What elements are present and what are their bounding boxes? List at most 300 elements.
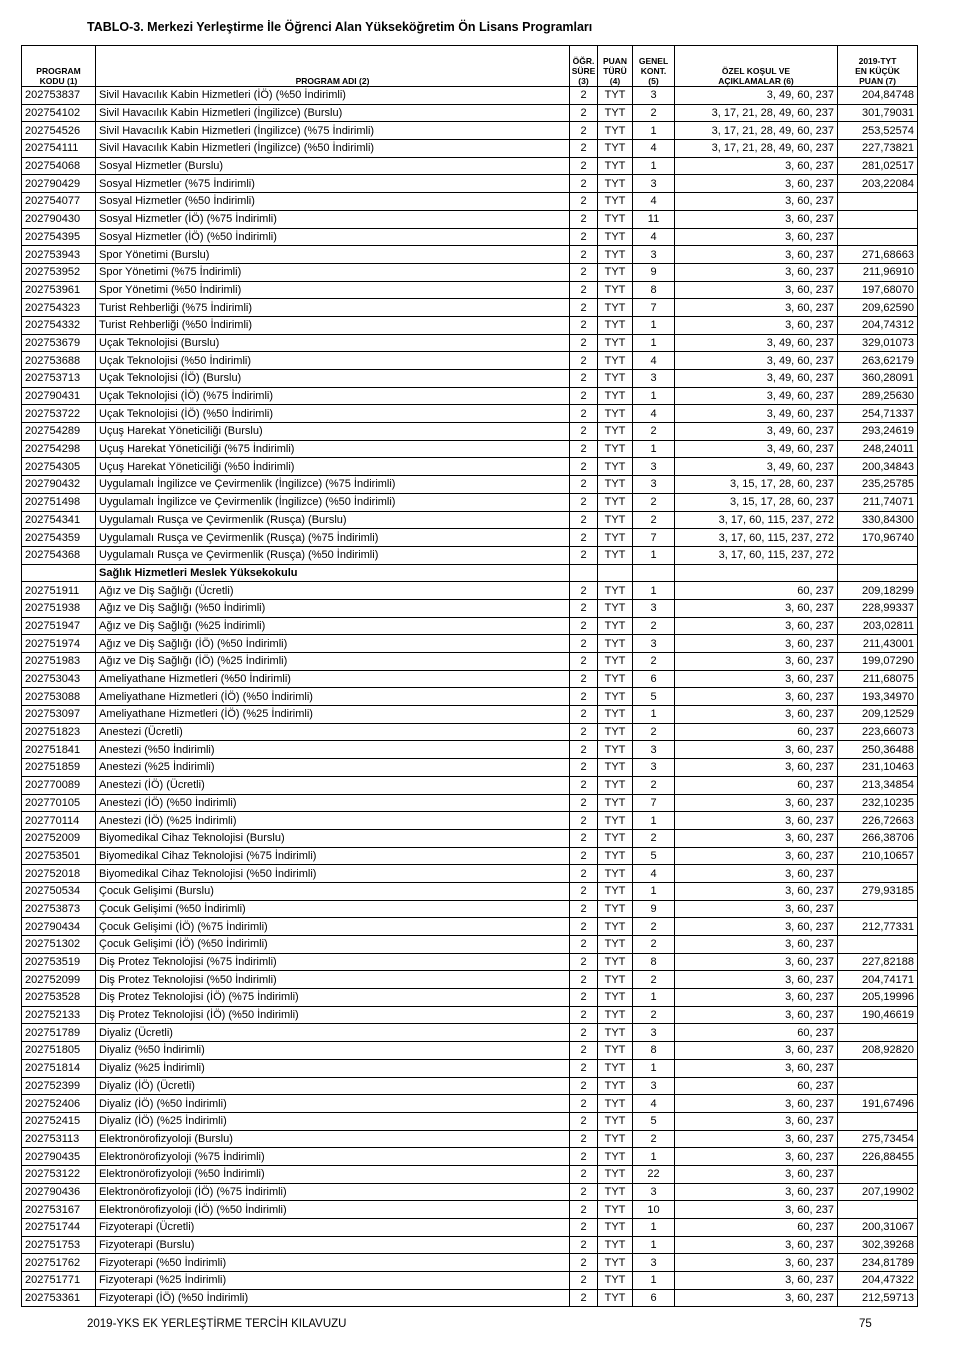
section-header-row: [22, 564, 918, 582]
special-conditions-cell: 3, 17, 60, 115, 237, 272: [675, 511, 838, 529]
special-conditions-cell: 3, 17, 21, 28, 49, 60, 237: [675, 122, 838, 140]
min-score-cell: 293,24619: [838, 423, 918, 441]
special-conditions-cell: 3, 60, 237: [675, 741, 838, 759]
min-score-cell: 212,77331: [838, 918, 918, 936]
footer-title: 2019-YKS EK YERLEŞTİRME TERCİH KILAVUZU: [87, 1318, 347, 1330]
min-score-cell: [838, 210, 918, 228]
program-name-cell: Sosyal Hizmetler (%75 İndirimli): [96, 175, 570, 193]
score-type-cell: TYT: [598, 1024, 633, 1042]
special-conditions-cell: 3, 60, 237: [675, 759, 838, 777]
program-code-cell: 202754068: [22, 157, 96, 175]
table-row: [22, 653, 918, 671]
quota-cell: 1: [633, 1148, 675, 1166]
education-duration-cell: 2: [570, 493, 598, 511]
program-name-cell: Diş Protez Teknolojisi (İÖ) (%75 İndirimli): [96, 989, 570, 1007]
table-row: [22, 1042, 918, 1060]
min-score-cell: 235,25785: [838, 476, 918, 494]
program-code-cell: 202751753: [22, 1236, 96, 1254]
program-code-cell: 202753679: [22, 334, 96, 352]
score-type-cell: TYT: [598, 1095, 633, 1113]
min-score-cell: 231,10463: [838, 759, 918, 777]
special-conditions-cell: 3, 49, 60, 237: [675, 87, 838, 105]
education-duration-cell: 2: [570, 776, 598, 794]
score-type-cell: TYT: [598, 1289, 633, 1307]
education-duration-cell: 2: [570, 405, 598, 423]
special-conditions-cell: 3, 60, 237: [675, 1201, 838, 1219]
min-score-cell: 329,01073: [838, 334, 918, 352]
score-type-cell: TYT: [598, 1042, 633, 1060]
education-duration-cell: 2: [570, 476, 598, 494]
program-code-cell: 202754332: [22, 316, 96, 334]
quota-cell: 1: [633, 706, 675, 724]
score-type-cell: TYT: [598, 723, 633, 741]
education-duration-cell: 2: [570, 1201, 598, 1219]
education-duration-cell: 2: [570, 812, 598, 830]
min-score-cell: 263,62179: [838, 352, 918, 370]
special-conditions-cell: 3, 17, 21, 28, 49, 60, 237: [675, 140, 838, 158]
program-code-cell: 202753097: [22, 706, 96, 724]
program-name-cell: Sivil Havacılık Kabin Hizmetleri (İngilizce) (%50 İndirimli): [96, 140, 570, 158]
program-name-cell: Sosyal Hizmetler (Burslu): [96, 157, 570, 175]
min-score-cell: 209,12529: [838, 706, 918, 724]
special-conditions-cell: 3, 60, 237: [675, 246, 838, 264]
table-row: [22, 582, 918, 600]
table-row: [22, 900, 918, 918]
quota-cell: 1: [633, 1272, 675, 1290]
special-conditions-cell: 60, 237: [675, 776, 838, 794]
education-duration-cell: 2: [570, 263, 598, 281]
program-code-cell: 202751744: [22, 1219, 96, 1237]
program-name-cell: Biyomedikal Cihaz Teknolojisi (%50 İndirimli): [96, 865, 570, 883]
program-name-cell: Ameliyathane Hizmetleri (İÖ) (%50 İndirimli): [96, 688, 570, 706]
program-name-cell: Ağız ve Diş Sağlığı (Ücretli): [96, 582, 570, 600]
table-row: [22, 865, 918, 883]
quota-cell: 2: [633, 617, 675, 635]
table-row: [22, 1148, 918, 1166]
special-conditions-cell: 60, 237: [675, 582, 838, 600]
min-score-cell: [838, 546, 918, 564]
score-type-cell: TYT: [598, 829, 633, 847]
quota-cell: 5: [633, 688, 675, 706]
special-conditions-cell: 3, 49, 60, 237: [675, 370, 838, 388]
table-row: [22, 87, 918, 105]
program-name-cell: Fizyoterapi (Ücretli): [96, 1219, 570, 1237]
special-conditions-cell: 3, 60, 237: [675, 635, 838, 653]
min-score-cell: [838, 1059, 918, 1077]
quota-cell: 1: [633, 812, 675, 830]
quota-cell: 4: [633, 405, 675, 423]
quota-cell: 1: [633, 582, 675, 600]
col-header-line: SÜRE: [571, 66, 596, 76]
special-conditions-cell: 3, 60, 237: [675, 918, 838, 936]
min-score-cell: 207,19902: [838, 1183, 918, 1201]
program-code-cell: 202754368: [22, 546, 96, 564]
program-code-cell: 202790430: [22, 210, 96, 228]
education-duration-cell: 2: [570, 1112, 598, 1130]
min-score-cell: [838, 936, 918, 954]
special-conditions-cell: 3, 60, 237: [675, 953, 838, 971]
table-row: [22, 476, 918, 494]
table-row: [22, 334, 918, 352]
special-conditions-cell: 3, 60, 237: [675, 1095, 838, 1113]
col-header-puan: [598, 46, 633, 87]
special-conditions-cell: 3, 15, 17, 28, 60, 237: [675, 476, 838, 494]
quota-cell: 3: [633, 175, 675, 193]
quota-cell: 1: [633, 387, 675, 405]
score-type-cell: TYT: [598, 140, 633, 158]
program-name-cell: Çocuk Gelişimi (%50 İndirimli): [96, 900, 570, 918]
special-conditions-cell: 3, 60, 237: [675, 1006, 838, 1024]
education-duration-cell: 2: [570, 953, 598, 971]
page-number: 75: [859, 1318, 872, 1330]
special-conditions-cell: 3, 60, 237: [675, 228, 838, 246]
program-code-cell: 202790435: [22, 1148, 96, 1166]
score-type-cell: TYT: [598, 582, 633, 600]
table-header-row: [22, 46, 918, 87]
program-name-cell: Ameliyathane Hizmetleri (%50 İndirimli): [96, 670, 570, 688]
education-duration-cell: 2: [570, 759, 598, 777]
program-name-cell: Sivil Havacılık Kabin Hizmetleri (İngilizce) (Burslu): [96, 104, 570, 122]
program-code-cell: 202753961: [22, 281, 96, 299]
score-type-cell: TYT: [598, 1112, 633, 1130]
min-score-cell: 227,82188: [838, 953, 918, 971]
education-duration-cell: 2: [570, 882, 598, 900]
score-type-cell: TYT: [598, 263, 633, 281]
min-score-cell: 289,25630: [838, 387, 918, 405]
program-name-cell: Uçak Teknolojisi (İÖ) (%50 İndirimli): [96, 405, 570, 423]
min-score-cell: [838, 1165, 918, 1183]
program-name-cell: Spor Yönetimi (%75 İndirimli): [96, 263, 570, 281]
special-conditions-cell: 3, 60, 237: [675, 1289, 838, 1307]
quota-cell: 1: [633, 1236, 675, 1254]
quota-cell: 1: [633, 334, 675, 352]
min-score-cell: [838, 1112, 918, 1130]
score-type-cell: TYT: [598, 370, 633, 388]
program-code-cell: 202753837: [22, 87, 96, 105]
education-duration-cell: 2: [570, 599, 598, 617]
education-duration-cell: 2: [570, 352, 598, 370]
min-score-cell: [838, 1077, 918, 1095]
table-row: [22, 157, 918, 175]
min-score-cell: 254,71337: [838, 405, 918, 423]
min-score-cell: 200,34843: [838, 458, 918, 476]
col-header-kont: [633, 46, 675, 87]
education-duration-cell: 2: [570, 511, 598, 529]
min-score-cell: 197,68070: [838, 281, 918, 299]
score-type-cell: TYT: [598, 511, 633, 529]
program-name-cell: Uygulamalı İngilizce ve Çevirmenlik (İngilizce) (%75 İndirimli): [96, 476, 570, 494]
score-type-cell: TYT: [598, 794, 633, 812]
table-row: [22, 1095, 918, 1113]
quota-cell: 8: [633, 953, 675, 971]
min-score-cell: 208,92820: [838, 1042, 918, 1060]
score-type-cell: [598, 564, 633, 582]
special-conditions-cell: 3, 60, 237: [675, 653, 838, 671]
education-duration-cell: 2: [570, 1024, 598, 1042]
quota-cell: 9: [633, 900, 675, 918]
education-duration-cell: 2: [570, 582, 598, 600]
special-conditions-cell: 3, 60, 237: [675, 281, 838, 299]
education-duration-cell: 2: [570, 865, 598, 883]
program-code-cell: 202754111: [22, 140, 96, 158]
program-code-cell: 202751974: [22, 635, 96, 653]
program-name-cell: Sosyal Hizmetler (İÖ) (%75 İndirimli): [96, 210, 570, 228]
table-row: [22, 493, 918, 511]
min-score-cell: 301,79031: [838, 104, 918, 122]
min-score-cell: 330,84300: [838, 511, 918, 529]
table-row: [22, 635, 918, 653]
program-code-cell: 202753501: [22, 847, 96, 865]
table-row: [22, 316, 918, 334]
score-type-cell: TYT: [598, 971, 633, 989]
program-name-cell: Fizyoterapi (Burslu): [96, 1236, 570, 1254]
program-code-cell: 202752415: [22, 1112, 96, 1130]
quota-cell: 3: [633, 246, 675, 264]
special-conditions-cell: 3, 60, 237: [675, 1148, 838, 1166]
program-name-cell: Uçuş Harekat Yöneticiliği (Burslu): [96, 423, 570, 441]
score-type-cell: TYT: [598, 812, 633, 830]
score-type-cell: TYT: [598, 635, 633, 653]
quota-cell: 1: [633, 122, 675, 140]
table-row: [22, 1272, 918, 1290]
score-type-cell: TYT: [598, 847, 633, 865]
col-header-score: [838, 46, 918, 87]
quota-cell: 3: [633, 599, 675, 617]
education-duration-cell: 2: [570, 423, 598, 441]
score-type-cell: TYT: [598, 193, 633, 211]
special-conditions-cell: 3, 60, 237: [675, 971, 838, 989]
special-conditions-cell: 3, 49, 60, 237: [675, 423, 838, 441]
score-type-cell: TYT: [598, 299, 633, 317]
score-type-cell: TYT: [598, 529, 633, 547]
min-score-cell: [838, 1024, 918, 1042]
program-code-cell: 202752099: [22, 971, 96, 989]
min-score-cell: 360,28091: [838, 370, 918, 388]
program-code-cell: 202752009: [22, 829, 96, 847]
education-duration-cell: 2: [570, 741, 598, 759]
quota-cell: 2: [633, 423, 675, 441]
program-name-cell: Uygulamalı Rusça ve Çevirmenlik (Rusça) (%75 İndirimli): [96, 529, 570, 547]
score-type-cell: TYT: [598, 175, 633, 193]
score-type-cell: TYT: [598, 1059, 633, 1077]
score-type-cell: TYT: [598, 865, 633, 883]
quota-cell: 7: [633, 529, 675, 547]
score-type-cell: TYT: [598, 316, 633, 334]
education-duration-cell: 2: [570, 458, 598, 476]
education-duration-cell: 2: [570, 546, 598, 564]
min-score-cell: 203,22084: [838, 175, 918, 193]
table-row: [22, 1254, 918, 1272]
program-code-cell: 202750534: [22, 882, 96, 900]
program-name-cell: Uygulamalı Rusça ve Çevirmenlik (Rusça) (%50 İndirimli): [96, 546, 570, 564]
score-type-cell: TYT: [598, 334, 633, 352]
table-row: [22, 352, 918, 370]
min-score-cell: 193,34970: [838, 688, 918, 706]
special-conditions-cell: 3, 49, 60, 237: [675, 352, 838, 370]
quota-cell: 1: [633, 316, 675, 334]
table-row: [22, 1289, 918, 1307]
quota-cell: 2: [633, 829, 675, 847]
education-duration-cell: 2: [570, 723, 598, 741]
col-header-name: [96, 46, 570, 87]
education-duration-cell: 2: [570, 299, 598, 317]
table-row: [22, 971, 918, 989]
program-name-cell: Elektronörofizyoloji (İÖ) (%50 İndirimli): [96, 1201, 570, 1219]
program-name-cell: Elektronörofizyoloji (%75 İndirimli): [96, 1148, 570, 1166]
program-code-cell: 202753361: [22, 1289, 96, 1307]
special-conditions-cell: 3, 60, 237: [675, 688, 838, 706]
col-header-line: (4): [609, 76, 621, 86]
quota-cell: 4: [633, 352, 675, 370]
special-conditions-cell: 3, 60, 237: [675, 299, 838, 317]
min-score-cell: 281,02517: [838, 157, 918, 175]
min-score-cell: 279,93185: [838, 882, 918, 900]
program-name-cell: Uçuş Harekat Yöneticiliği (%75 İndirimli): [96, 440, 570, 458]
special-conditions-cell: 3, 60, 237: [675, 812, 838, 830]
score-type-cell: TYT: [598, 653, 633, 671]
program-name-cell: Diyaliz (İÖ) (%25 İndirimli): [96, 1112, 570, 1130]
program-name-cell: Uçak Teknolojisi (Burslu): [96, 334, 570, 352]
min-score-cell: 226,72663: [838, 812, 918, 830]
education-duration-cell: 2: [570, 246, 598, 264]
program-name-cell: Diyaliz (%25 İndirimli): [96, 1059, 570, 1077]
score-type-cell: TYT: [598, 281, 633, 299]
min-score-cell: 203,02811: [838, 617, 918, 635]
col-header-line: KODU (1): [39, 76, 78, 86]
table-row: [22, 263, 918, 281]
special-conditions-cell: 3, 49, 60, 237: [675, 334, 838, 352]
program-code-cell: 202790429: [22, 175, 96, 193]
quota-cell: 7: [633, 299, 675, 317]
col-header-line: PROGRAM: [36, 66, 81, 76]
program-name-cell: Anestezi (%50 İndirimli): [96, 741, 570, 759]
program-code-cell: 202753722: [22, 405, 96, 423]
program-code-cell: 202790434: [22, 918, 96, 936]
special-conditions-cell: 3, 60, 237: [675, 1130, 838, 1148]
table-row: [22, 529, 918, 547]
program-code-cell: 202754289: [22, 423, 96, 441]
quota-cell: 5: [633, 847, 675, 865]
quota-cell: 2: [633, 511, 675, 529]
col-header-code: [22, 46, 96, 87]
program-code-cell: 202751762: [22, 1254, 96, 1272]
col-header-line: KONT.: [640, 66, 667, 76]
program-code-cell: 202753688: [22, 352, 96, 370]
quota-cell: 9: [633, 263, 675, 281]
table-row: [22, 812, 918, 830]
quota-cell: 4: [633, 865, 675, 883]
min-score-cell: 170,96740: [838, 529, 918, 547]
quota-cell: 2: [633, 723, 675, 741]
education-duration-cell: 2: [570, 316, 598, 334]
education-duration-cell: 2: [570, 1077, 598, 1095]
education-duration-cell: 2: [570, 529, 598, 547]
education-duration-cell: 2: [570, 1289, 598, 1307]
col-header-line: GENEL: [638, 56, 669, 66]
score-type-cell: TYT: [598, 1165, 633, 1183]
table-row: [22, 847, 918, 865]
program-name-cell: Çocuk Gelişimi (Burslu): [96, 882, 570, 900]
program-name-cell: Diş Protez Teknolojisi (%75 İndirimli): [96, 953, 570, 971]
min-score-cell: 253,52574: [838, 122, 918, 140]
table-row: [22, 1130, 918, 1148]
program-code-cell: 202751841: [22, 741, 96, 759]
quota-cell: 2: [633, 1006, 675, 1024]
program-name-cell: Uçak Teknolojisi (%50 İndirimli): [96, 352, 570, 370]
special-conditions-cell: 3, 60, 237: [675, 157, 838, 175]
score-type-cell: TYT: [598, 1130, 633, 1148]
score-type-cell: TYT: [598, 776, 633, 794]
table-row: [22, 688, 918, 706]
min-score-cell: 223,66073: [838, 723, 918, 741]
quota-cell: 3: [633, 87, 675, 105]
table-row: [22, 617, 918, 635]
program-name-cell: Diyaliz (İÖ) (Ücretli): [96, 1077, 570, 1095]
program-code-cell: 202754526: [22, 122, 96, 140]
education-duration-cell: 2: [570, 1254, 598, 1272]
quota-cell: 2: [633, 104, 675, 122]
program-name-cell: Fizyoterapi (İÖ) (%50 İndirimli): [96, 1289, 570, 1307]
table-row: [22, 1024, 918, 1042]
program-name-cell: Elektronörofizyoloji (Burslu): [96, 1130, 570, 1148]
education-duration-cell: 2: [570, 193, 598, 211]
special-conditions-cell: 60, 237: [675, 723, 838, 741]
special-conditions-cell: 3, 60, 237: [675, 1059, 838, 1077]
education-duration-cell: 2: [570, 670, 598, 688]
score-type-cell: TYT: [598, 706, 633, 724]
min-score-cell: 190,46619: [838, 1006, 918, 1024]
col-header-line: ÖĞR.: [572, 56, 595, 66]
program-code-cell: 202751814: [22, 1059, 96, 1077]
education-duration-cell: 2: [570, 706, 598, 724]
table-row: [22, 281, 918, 299]
min-score-cell: 209,18299: [838, 582, 918, 600]
quota-cell: 8: [633, 1042, 675, 1060]
program-name-cell: Anestezi (%25 İndirimli): [96, 759, 570, 777]
quota-cell: 3: [633, 370, 675, 388]
program-name-cell: Fizyoterapi (%50 İndirimli): [96, 1254, 570, 1272]
program-code-cell: 202751983: [22, 653, 96, 671]
program-name-cell: Diş Protez Teknolojisi (İÖ) (%50 İndirimli): [96, 1006, 570, 1024]
education-duration-cell: 2: [570, 87, 598, 105]
program-name-cell: Çocuk Gelişimi (İÖ) (%75 İndirimli): [96, 918, 570, 936]
score-type-cell: TYT: [598, 122, 633, 140]
special-conditions-cell: 3, 60, 237: [675, 1272, 838, 1290]
score-type-cell: TYT: [598, 670, 633, 688]
program-code-cell: 202754102: [22, 104, 96, 122]
program-code-cell: 202770114: [22, 812, 96, 830]
score-type-cell: TYT: [598, 1077, 633, 1095]
special-conditions-cell: 3, 60, 237: [675, 900, 838, 918]
table-row: [22, 175, 918, 193]
min-score-cell: [838, 900, 918, 918]
score-type-cell: TYT: [598, 936, 633, 954]
program-name-cell: Diş Protez Teknolojisi (%50 İndirimli): [96, 971, 570, 989]
program-name-cell: Ağız ve Diş Sağlığı (%50 İndirimli): [96, 599, 570, 617]
min-score-cell: [838, 865, 918, 883]
col-header-line: PUAN: [602, 56, 628, 66]
min-score-cell: 211,68075: [838, 670, 918, 688]
score-type-cell: TYT: [598, 246, 633, 264]
min-score-cell: [838, 564, 918, 582]
special-conditions-cell: 3, 49, 60, 237: [675, 458, 838, 476]
special-conditions-cell: 3, 60, 237: [675, 1254, 838, 1272]
special-conditions-cell: 3, 60, 237: [675, 670, 838, 688]
education-duration-cell: 2: [570, 122, 598, 140]
special-conditions-cell: 3, 60, 237: [675, 316, 838, 334]
min-score-cell: 199,07290: [838, 653, 918, 671]
education-duration-cell: 2: [570, 1042, 598, 1060]
